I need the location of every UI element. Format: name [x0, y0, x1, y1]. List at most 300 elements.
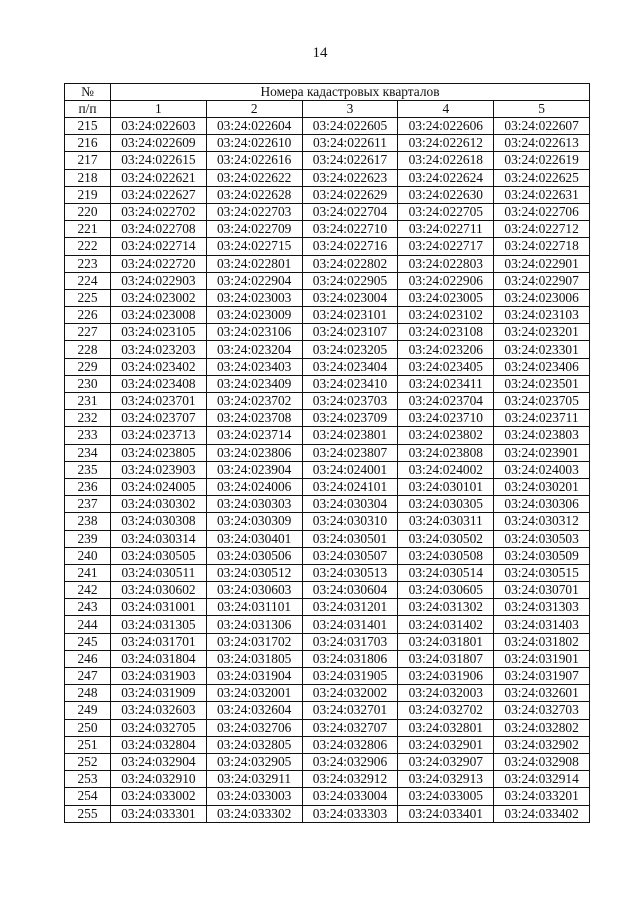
table-row — [65, 513, 590, 530]
cadastral-number-cell: 03:24:022704 — [302, 203, 398, 220]
cadastral-number-cell: 03:24:032911 — [206, 771, 302, 788]
table-row — [65, 444, 590, 461]
table-row — [65, 341, 590, 358]
cadastral-number-cell: 03:24:032604 — [206, 702, 302, 719]
cadastral-number-cell: 03:24:023301 — [494, 341, 590, 358]
cadastral-number-cell: 03:24:022604 — [206, 118, 302, 135]
table-row — [65, 771, 590, 788]
cadastral-number-cell: 03:24:030308 — [111, 513, 207, 530]
cadastral-number-cell: 03:24:032913 — [398, 771, 494, 788]
row-number-cell: 248 — [65, 685, 111, 702]
cadastral-number-cell: 03:24:023408 — [111, 375, 207, 392]
cadastral-number-cell: 03:24:022603 — [111, 118, 207, 135]
cadastral-number-cell: 03:24:022616 — [206, 152, 302, 169]
cadastral-number-cell: 03:24:022619 — [494, 152, 590, 169]
cadastral-number-cell: 03:24:031401 — [302, 616, 398, 633]
cadastral-number-cell: 03:24:030309 — [206, 513, 302, 530]
row-number-cell: 255 — [65, 805, 111, 822]
row-number-cell: 225 — [65, 289, 111, 306]
cadastral-number-cell: 03:24:032901 — [398, 736, 494, 753]
cadastral-number-cell: 03:24:031903 — [111, 668, 207, 685]
cadastral-number-cell: 03:24:030311 — [398, 513, 494, 530]
cadastral-number-cell: 03:24:023701 — [111, 393, 207, 410]
cadastral-number-cell: 03:24:022609 — [111, 135, 207, 152]
table-row — [65, 633, 590, 650]
cadastral-number-cell: 03:24:032001 — [206, 685, 302, 702]
row-number-cell: 237 — [65, 496, 111, 513]
cadastral-number-cell: 03:24:024101 — [302, 478, 398, 495]
cadastral-number-cell: 03:24:022622 — [206, 169, 302, 186]
cadastral-number-cell: 03:24:023410 — [302, 375, 398, 392]
cadastral-number-cell: 03:24:022702 — [111, 203, 207, 220]
cadastral-number-cell: 03:24:032703 — [494, 702, 590, 719]
cadastral-quarters-table — [64, 83, 590, 823]
cadastral-number-cell: 03:24:031702 — [206, 633, 302, 650]
row-number-cell: 223 — [65, 255, 111, 272]
row-number-cell: 217 — [65, 152, 111, 169]
cadastral-number-cell: 03:24:032706 — [206, 719, 302, 736]
row-number-cell: 244 — [65, 616, 111, 633]
table-row — [65, 255, 590, 272]
cadastral-number-cell: 03:24:030306 — [494, 496, 590, 513]
cadastral-number-cell: 03:24:023201 — [494, 324, 590, 341]
cadastral-number-cell: 03:24:031802 — [494, 633, 590, 650]
table-row — [65, 152, 590, 169]
cadastral-number-cell: 03:24:022803 — [398, 255, 494, 272]
row-number-cell: 243 — [65, 599, 111, 616]
cadastral-number-cell: 03:24:030603 — [206, 582, 302, 599]
cadastral-number-cell: 03:24:023406 — [494, 358, 590, 375]
cadastral-number-cell: 03:24:032907 — [398, 753, 494, 770]
table-row — [65, 393, 590, 410]
column-header-5: 5 — [494, 101, 590, 118]
cadastral-number-cell: 03:24:032603 — [111, 702, 207, 719]
cadastral-number-cell: 03:24:030604 — [302, 582, 398, 599]
cadastral-number-cell: 03:24:023805 — [111, 444, 207, 461]
cadastral-number-cell: 03:24:033302 — [206, 805, 302, 822]
cadastral-number-cell: 03:24:023803 — [494, 427, 590, 444]
column-header-2: 2 — [206, 101, 302, 118]
row-number-cell: 235 — [65, 461, 111, 478]
cadastral-number-cell: 03:24:022907 — [494, 272, 590, 289]
cadastral-number-cell: 03:24:023705 — [494, 393, 590, 410]
table-row — [65, 616, 590, 633]
cadastral-number-cell: 03:24:023501 — [494, 375, 590, 392]
table-row — [65, 272, 590, 289]
table-row — [65, 599, 590, 616]
cadastral-number-cell: 03:24:023009 — [206, 307, 302, 324]
table-row — [65, 427, 590, 444]
table-row — [65, 702, 590, 719]
table-row — [65, 203, 590, 220]
cadastral-number-cell: 03:24:023808 — [398, 444, 494, 461]
row-number-cell: 219 — [65, 186, 111, 203]
cadastral-number-cell: 03:24:032802 — [494, 719, 590, 736]
cadastral-number-cell: 03:24:031905 — [302, 668, 398, 685]
cadastral-number-cell: 03:24:031303 — [494, 599, 590, 616]
cadastral-number-cell: 03:24:022717 — [398, 238, 494, 255]
cadastral-number-cell: 03:24:030501 — [302, 530, 398, 547]
cadastral-number-cell: 03:24:022720 — [111, 255, 207, 272]
cadastral-number-cell: 03:24:030312 — [494, 513, 590, 530]
cadastral-number-cell: 03:24:022708 — [111, 221, 207, 238]
row-number-cell: 239 — [65, 530, 111, 547]
cadastral-number-cell: 03:24:022903 — [111, 272, 207, 289]
row-number-cell: 221 — [65, 221, 111, 238]
row-number-cell: 218 — [65, 169, 111, 186]
cadastral-number-cell: 03:24:031001 — [111, 599, 207, 616]
cadastral-number-cell: 03:24:032601 — [494, 685, 590, 702]
cadastral-number-cell: 03:24:030512 — [206, 564, 302, 581]
cadastral-number-cell: 03:24:022901 — [494, 255, 590, 272]
cadastral-number-cell: 03:24:022629 — [302, 186, 398, 203]
table-body — [65, 118, 590, 823]
cadastral-number-cell: 03:24:033401 — [398, 805, 494, 822]
cadastral-number-cell: 03:24:032902 — [494, 736, 590, 753]
cadastral-number-cell: 03:24:031305 — [111, 616, 207, 633]
row-number-cell: 226 — [65, 307, 111, 324]
cadastral-number-cell: 03:24:033004 — [302, 788, 398, 805]
cadastral-number-cell: 03:24:032002 — [302, 685, 398, 702]
row-number-cell: 252 — [65, 753, 111, 770]
row-number-cell: 250 — [65, 719, 111, 736]
cadastral-number-cell: 03:24:023005 — [398, 289, 494, 306]
table-row — [65, 358, 590, 375]
cadastral-number-cell: 03:24:031201 — [302, 599, 398, 616]
table-row — [65, 375, 590, 392]
cadastral-number-cell: 03:24:023806 — [206, 444, 302, 461]
page-number: 14 — [312, 45, 328, 61]
column-header-1: 1 — [111, 101, 207, 118]
cadastral-number-cell: 03:24:022906 — [398, 272, 494, 289]
table-row — [65, 685, 590, 702]
row-number-cell: 254 — [65, 788, 111, 805]
cadastral-number-cell: 03:24:031703 — [302, 633, 398, 650]
row-number-cell: 245 — [65, 633, 111, 650]
table-row — [65, 410, 590, 427]
cadastral-number-cell: 03:24:030506 — [206, 547, 302, 564]
cadastral-number-cell: 03:24:023411 — [398, 375, 494, 392]
cadastral-number-cell: 03:24:023404 — [302, 358, 398, 375]
table-row — [65, 564, 590, 581]
cadastral-number-cell: 03:24:022716 — [302, 238, 398, 255]
cadastral-number-cell: 03:24:032801 — [398, 719, 494, 736]
cadastral-number-cell: 03:24:023108 — [398, 324, 494, 341]
cadastral-number-cell: 03:24:023105 — [111, 324, 207, 341]
cadastral-number-cell: 03:24:024003 — [494, 461, 590, 478]
table-row — [65, 719, 590, 736]
table-row — [65, 289, 590, 306]
row-number-cell: 240 — [65, 547, 111, 564]
cadastral-number-cell: 03:24:023405 — [398, 358, 494, 375]
row-number-cell: 229 — [65, 358, 111, 375]
row-number-cell: 247 — [65, 668, 111, 685]
column-header-4: 4 — [398, 101, 494, 118]
cadastral-number-cell: 03:24:032805 — [206, 736, 302, 753]
cadastral-number-cell: 03:24:030304 — [302, 496, 398, 513]
cadastral-number-cell: 03:24:030514 — [398, 564, 494, 581]
cadastral-number-cell: 03:24:030314 — [111, 530, 207, 547]
row-number-cell: 238 — [65, 513, 111, 530]
header-row-bottom — [65, 101, 590, 118]
cadastral-number-cell: 03:24:031801 — [398, 633, 494, 650]
cadastral-number-cell: 03:24:024002 — [398, 461, 494, 478]
cadastral-number-cell: 03:24:023003 — [206, 289, 302, 306]
cadastral-number-cell: 03:24:022611 — [302, 135, 398, 152]
table-row — [65, 135, 590, 152]
cadastral-number-cell: 03:24:022625 — [494, 169, 590, 186]
table-row — [65, 753, 590, 770]
table-row — [65, 478, 590, 495]
row-number-cell: 234 — [65, 444, 111, 461]
row-number-cell: 228 — [65, 341, 111, 358]
cadastral-number-cell: 03:24:030602 — [111, 582, 207, 599]
cadastral-number-cell: 03:24:023903 — [111, 461, 207, 478]
table-row — [65, 186, 590, 203]
cadastral-number-cell: 03:24:023206 — [398, 341, 494, 358]
cadastral-number-cell: 03:24:030515 — [494, 564, 590, 581]
cadastral-number-cell: 03:24:023707 — [111, 410, 207, 427]
cadastral-number-cell: 03:24:030303 — [206, 496, 302, 513]
table-row — [65, 788, 590, 805]
cadastral-number-cell: 03:24:023004 — [302, 289, 398, 306]
cadastral-number-cell: 03:24:023403 — [206, 358, 302, 375]
cadastral-number-cell: 03:24:030507 — [302, 547, 398, 564]
row-number-cell: 242 — [65, 582, 111, 599]
table-row — [65, 496, 590, 513]
cadastral-number-cell: 03:24:022712 — [494, 221, 590, 238]
table-row — [65, 547, 590, 564]
cadastral-number-cell: 03:24:032806 — [302, 736, 398, 753]
cadastral-number-cell: 03:24:023002 — [111, 289, 207, 306]
cadastral-number-cell: 03:24:022630 — [398, 186, 494, 203]
cadastral-number-cell: 03:24:033303 — [302, 805, 398, 822]
table-row — [65, 530, 590, 547]
cadastral-number-cell: 03:24:024005 — [111, 478, 207, 495]
row-number-cell: 227 — [65, 324, 111, 341]
cadastral-number-cell: 03:24:032003 — [398, 685, 494, 702]
cadastral-number-cell: 03:24:031807 — [398, 650, 494, 667]
cadastral-number-cell: 03:24:030505 — [111, 547, 207, 564]
cadastral-number-cell: 03:24:022623 — [302, 169, 398, 186]
cadastral-number-cell: 03:24:023402 — [111, 358, 207, 375]
cadastral-number-cell: 03:24:022621 — [111, 169, 207, 186]
cadastral-number-cell: 03:24:023101 — [302, 307, 398, 324]
cadastral-number-cell: 03:24:031901 — [494, 650, 590, 667]
cadastral-number-cell: 03:24:022706 — [494, 203, 590, 220]
cadastral-number-cell: 03:24:032705 — [111, 719, 207, 736]
cadastral-number-cell: 03:24:022617 — [302, 152, 398, 169]
table-row — [65, 668, 590, 685]
cadastral-number-cell: 03:24:023708 — [206, 410, 302, 427]
cadastral-number-cell: 03:24:030509 — [494, 547, 590, 564]
cadastral-number-cell: 03:24:030511 — [111, 564, 207, 581]
cadastral-number-cell: 03:24:022631 — [494, 186, 590, 203]
cadastral-number-cell: 03:24:023904 — [206, 461, 302, 478]
cadastral-number-cell: 03:24:023702 — [206, 393, 302, 410]
cadastral-number-cell: 03:24:023714 — [206, 427, 302, 444]
cadastral-number-cell: 03:24:023103 — [494, 307, 590, 324]
cadastral-number-cell: 03:24:031302 — [398, 599, 494, 616]
row-number-cell: 231 — [65, 393, 111, 410]
cadastral-number-cell: 03:24:022612 — [398, 135, 494, 152]
row-number-header-bottom: п/п — [65, 101, 111, 118]
cadastral-number-cell: 03:24:022714 — [111, 238, 207, 255]
cadastral-number-cell: 03:24:022605 — [302, 118, 398, 135]
cadastral-number-cell: 03:24:031701 — [111, 633, 207, 650]
cadastral-number-cell: 03:24:022613 — [494, 135, 590, 152]
cadastral-number-cell: 03:24:023008 — [111, 307, 207, 324]
cadastral-number-cell: 03:24:023711 — [494, 410, 590, 427]
cadastral-number-cell: 03:24:032912 — [302, 771, 398, 788]
row-number-cell: 224 — [65, 272, 111, 289]
column-header-3: 3 — [302, 101, 398, 118]
group-title-header: Номера кадастровых кварталов — [111, 84, 590, 101]
table-row — [65, 221, 590, 238]
cadastral-number-cell: 03:24:023710 — [398, 410, 494, 427]
cadastral-number-cell: 03:24:031402 — [398, 616, 494, 633]
cadastral-number-cell: 03:24:030101 — [398, 478, 494, 495]
cadastral-number-cell: 03:24:031806 — [302, 650, 398, 667]
cadastral-number-cell: 03:24:032701 — [302, 702, 398, 719]
cadastral-number-cell: 03:24:031101 — [206, 599, 302, 616]
cadastral-number-cell: 03:24:032905 — [206, 753, 302, 770]
row-number-cell: 222 — [65, 238, 111, 255]
cadastral-number-cell: 03:24:033002 — [111, 788, 207, 805]
cadastral-number-cell: 03:24:023409 — [206, 375, 302, 392]
row-number-cell: 233 — [65, 427, 111, 444]
cadastral-number-cell: 03:24:023802 — [398, 427, 494, 444]
cadastral-number-cell: 03:24:030310 — [302, 513, 398, 530]
cadastral-number-cell: 03:24:022711 — [398, 221, 494, 238]
cadastral-number-cell: 03:24:023713 — [111, 427, 207, 444]
header-row-top — [65, 84, 590, 101]
table-row — [65, 461, 590, 478]
cadastral-number-cell: 03:24:032910 — [111, 771, 207, 788]
cadastral-number-cell: 03:24:023801 — [302, 427, 398, 444]
cadastral-number-cell: 03:24:032908 — [494, 753, 590, 770]
cadastral-number-cell: 03:24:030508 — [398, 547, 494, 564]
row-number-cell: 230 — [65, 375, 111, 392]
cadastral-number-cell: 03:24:024006 — [206, 478, 302, 495]
cadastral-number-cell: 03:24:033003 — [206, 788, 302, 805]
cadastral-number-cell: 03:24:033005 — [398, 788, 494, 805]
cadastral-number-cell: 03:24:024001 — [302, 461, 398, 478]
cadastral-number-cell: 03:24:030401 — [206, 530, 302, 547]
cadastral-number-cell: 03:24:022705 — [398, 203, 494, 220]
cadastral-number-cell: 03:24:023107 — [302, 324, 398, 341]
cadastral-number-cell: 03:24:033402 — [494, 805, 590, 822]
cadastral-number-cell: 03:24:031804 — [111, 650, 207, 667]
cadastral-number-cell: 03:24:030502 — [398, 530, 494, 547]
row-number-cell: 215 — [65, 118, 111, 135]
cadastral-number-cell: 03:24:023709 — [302, 410, 398, 427]
table-header — [65, 84, 590, 118]
cadastral-number-cell: 03:24:030201 — [494, 478, 590, 495]
row-number-header-top: № — [65, 84, 111, 101]
cadastral-number-cell: 03:24:023203 — [111, 341, 207, 358]
row-number-cell: 236 — [65, 478, 111, 495]
cadastral-number-cell: 03:24:030605 — [398, 582, 494, 599]
cadastral-number-cell: 03:24:031907 — [494, 668, 590, 685]
cadastral-number-cell: 03:24:030305 — [398, 496, 494, 513]
table-row — [65, 307, 590, 324]
cadastral-number-cell: 03:24:032904 — [111, 753, 207, 770]
cadastral-number-cell: 03:24:022718 — [494, 238, 590, 255]
row-number-cell: 253 — [65, 771, 111, 788]
cadastral-number-cell: 03:24:031805 — [206, 650, 302, 667]
cadastral-number-cell: 03:24:031906 — [398, 668, 494, 685]
row-number-cell: 249 — [65, 702, 111, 719]
cadastral-number-cell: 03:24:022904 — [206, 272, 302, 289]
cadastral-number-cell: 03:24:023205 — [302, 341, 398, 358]
cadastral-number-cell: 03:24:022905 — [302, 272, 398, 289]
cadastral-number-cell: 03:24:023901 — [494, 444, 590, 461]
cadastral-number-cell: 03:24:022715 — [206, 238, 302, 255]
cadastral-number-cell: 03:24:031306 — [206, 616, 302, 633]
cadastral-number-cell: 03:24:023102 — [398, 307, 494, 324]
cadastral-number-cell: 03:24:022618 — [398, 152, 494, 169]
cadastral-number-cell: 03:24:022627 — [111, 186, 207, 203]
cadastral-number-cell: 03:24:032707 — [302, 719, 398, 736]
cadastral-number-cell: 03:24:032906 — [302, 753, 398, 770]
cadastral-number-cell: 03:24:031403 — [494, 616, 590, 633]
cadastral-number-cell: 03:24:030513 — [302, 564, 398, 581]
cadastral-number-cell: 03:24:032804 — [111, 736, 207, 753]
cadastral-number-cell: 03:24:022703 — [206, 203, 302, 220]
table-row — [65, 169, 590, 186]
table-row — [65, 118, 590, 135]
cadastral-number-cell: 03:24:030302 — [111, 496, 207, 513]
cadastral-number-cell: 03:24:022801 — [206, 255, 302, 272]
cadastral-number-cell: 03:24:022615 — [111, 152, 207, 169]
cadastral-number-cell: 03:24:031909 — [111, 685, 207, 702]
cadastral-number-cell: 03:24:030701 — [494, 582, 590, 599]
cadastral-number-cell: 03:24:031904 — [206, 668, 302, 685]
cadastral-number-cell: 03:24:022610 — [206, 135, 302, 152]
cadastral-number-cell: 03:24:033201 — [494, 788, 590, 805]
row-number-cell: 216 — [65, 135, 111, 152]
table-row — [65, 582, 590, 599]
cadastral-number-cell: 03:24:022607 — [494, 118, 590, 135]
cadastral-number-cell: 03:24:022606 — [398, 118, 494, 135]
table-row — [65, 736, 590, 753]
cadastral-number-cell: 03:24:023704 — [398, 393, 494, 410]
cadastral-number-cell: 03:24:023204 — [206, 341, 302, 358]
cadastral-number-cell: 03:24:022802 — [302, 255, 398, 272]
cadastral-number-cell: 03:24:023006 — [494, 289, 590, 306]
cadastral-number-cell: 03:24:033301 — [111, 805, 207, 822]
cadastral-number-cell: 03:24:022628 — [206, 186, 302, 203]
cadastral-number-cell: 03:24:032702 — [398, 702, 494, 719]
row-number-cell: 232 — [65, 410, 111, 427]
cadastral-number-cell: 03:24:023807 — [302, 444, 398, 461]
cadastral-number-cell: 03:24:022624 — [398, 169, 494, 186]
cadastral-number-cell: 03:24:022709 — [206, 221, 302, 238]
table-row — [65, 324, 590, 341]
row-number-cell: 246 — [65, 650, 111, 667]
table-row — [65, 805, 590, 822]
row-number-cell: 220 — [65, 203, 111, 220]
cadastral-number-cell: 03:24:030503 — [494, 530, 590, 547]
cadastral-number-cell: 03:24:023106 — [206, 324, 302, 341]
cadastral-number-cell: 03:24:023703 — [302, 393, 398, 410]
cadastral-number-cell: 03:24:032914 — [494, 771, 590, 788]
row-number-cell: 241 — [65, 564, 111, 581]
cadastral-number-cell: 03:24:022710 — [302, 221, 398, 238]
table-row — [65, 238, 590, 255]
row-number-cell: 251 — [65, 736, 111, 753]
